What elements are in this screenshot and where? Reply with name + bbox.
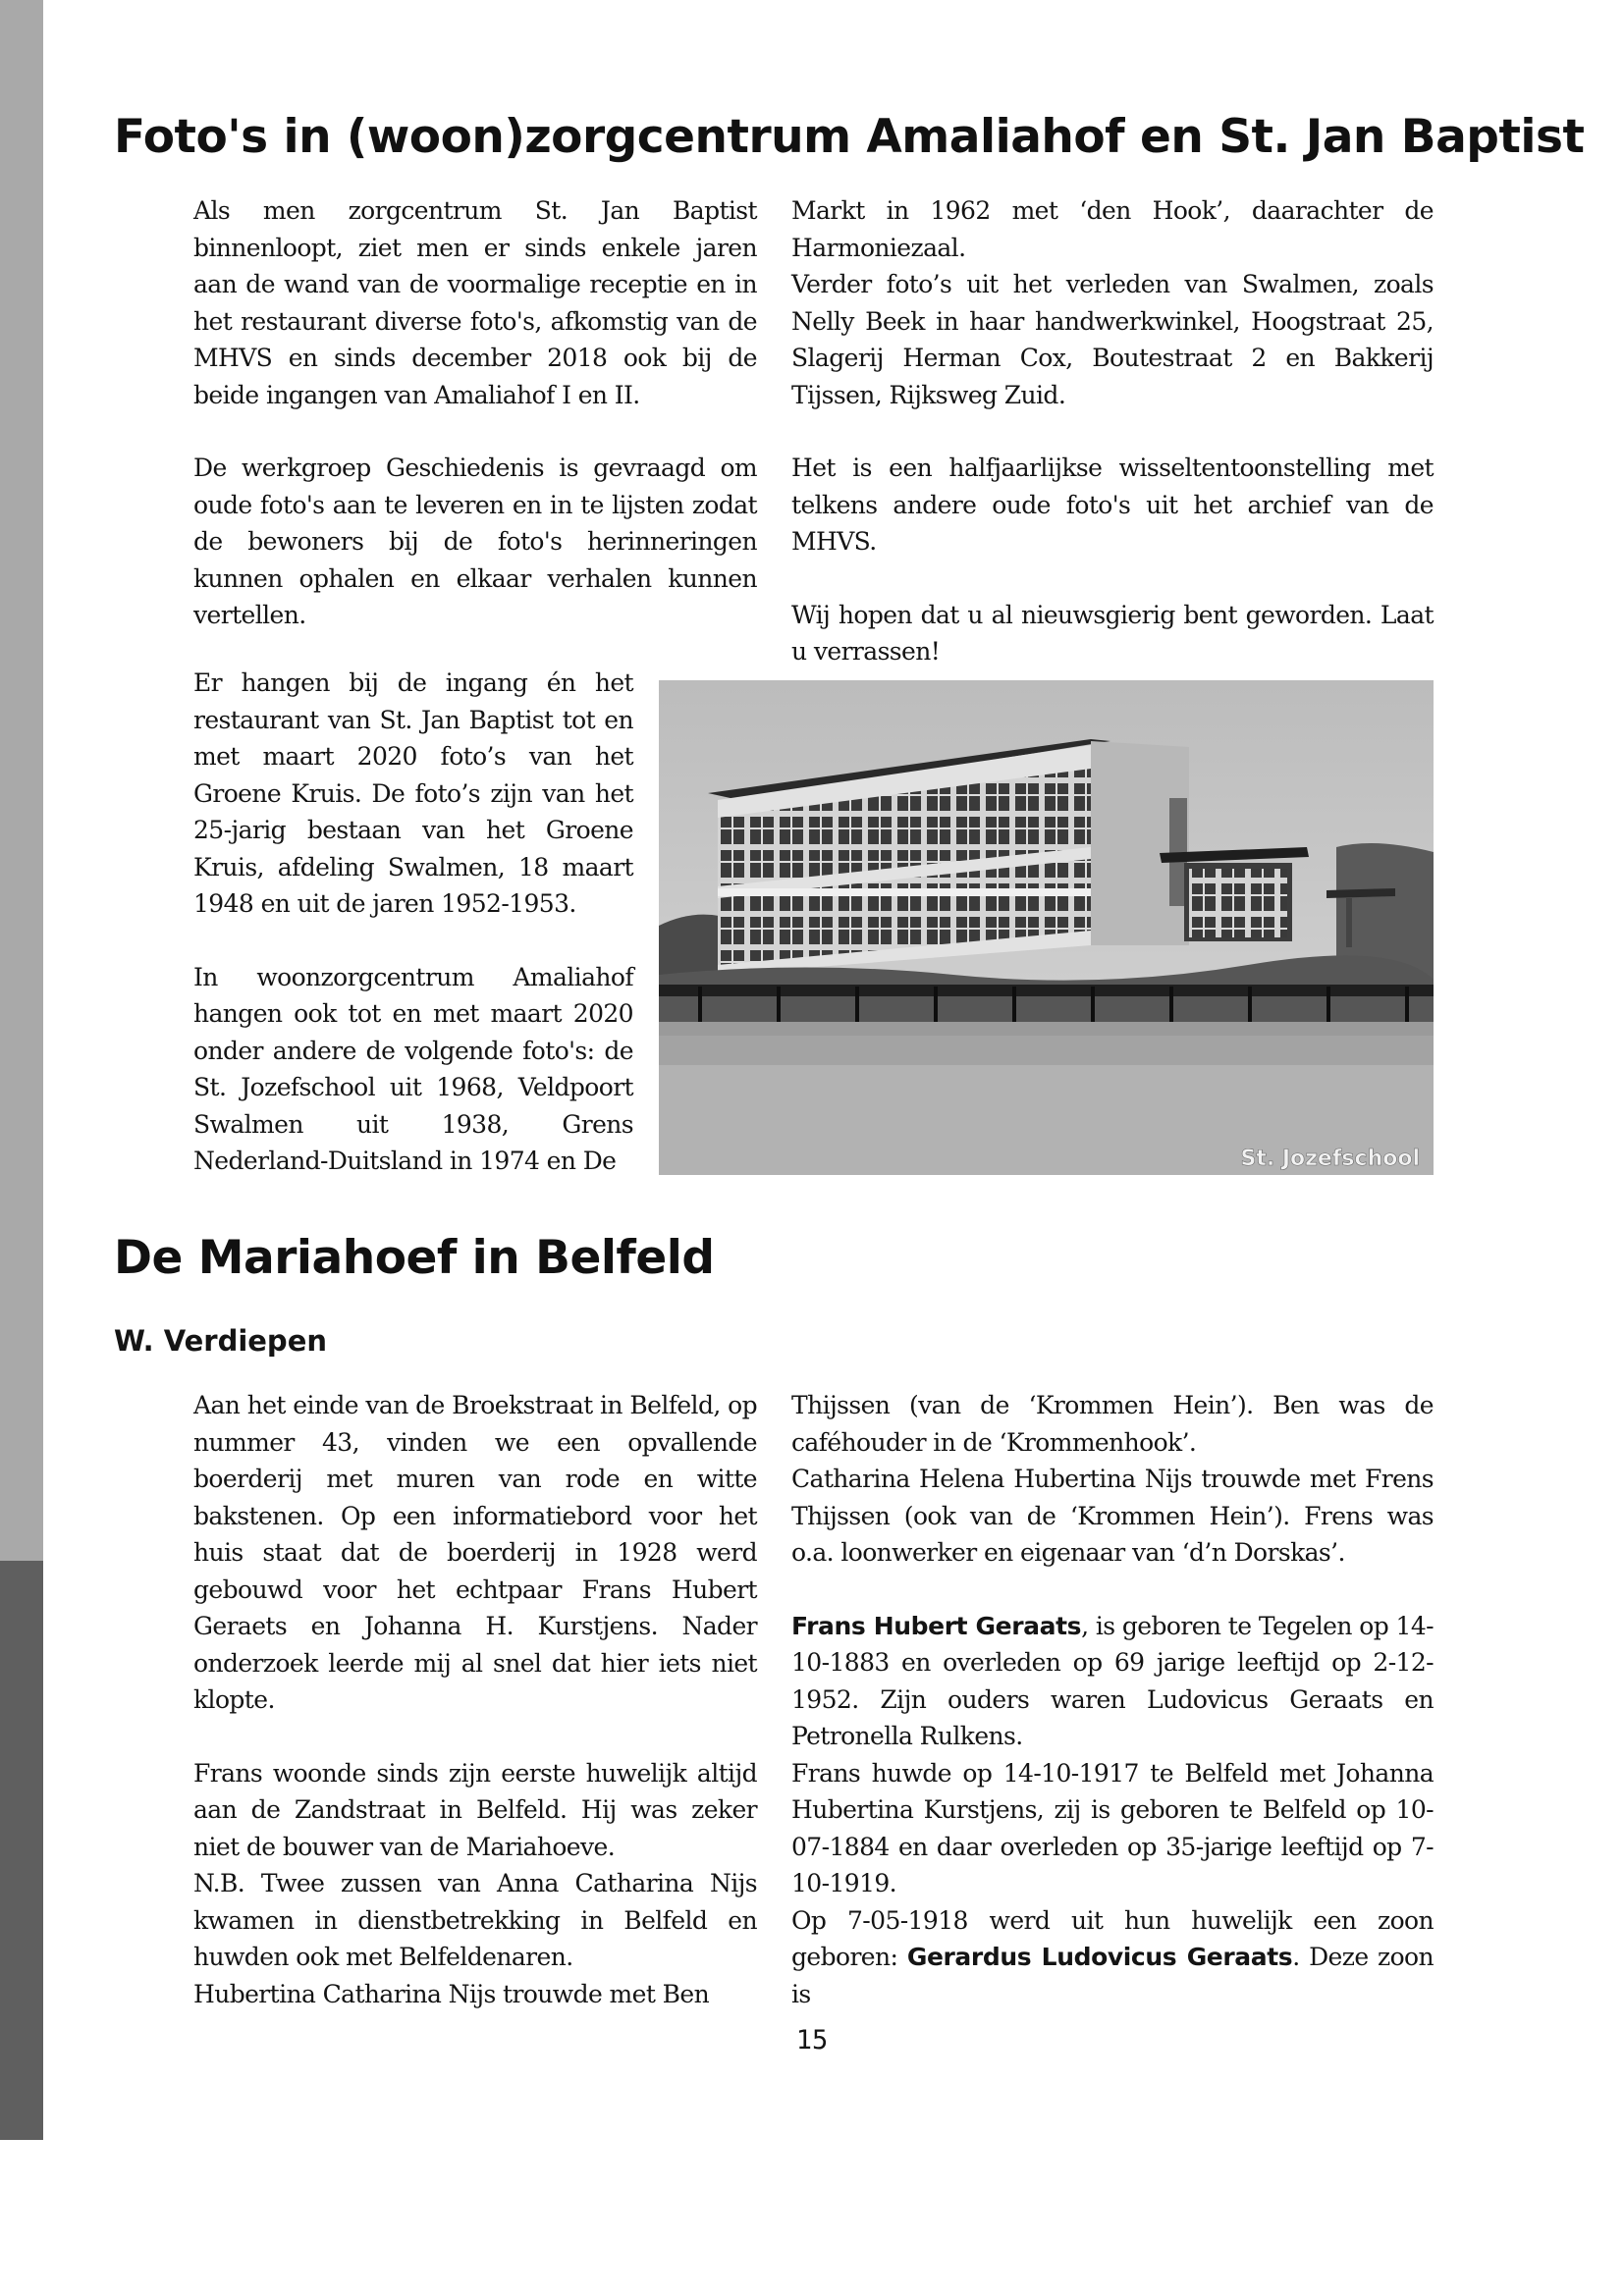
author-byline: W. Verdiepen xyxy=(114,1324,328,1358)
paragraph: Markt in 1962 met ‘den Hook’, daarachter de Harmoniezaal. xyxy=(791,196,1434,262)
section1-title: Foto's in (woon)zorgcentrum Amaliahof en St. Jan Baptist xyxy=(114,110,1585,164)
paragraph: N.B. Twee zussen van Anna Catharina Nijs kwamen in dienstbetrekking in Belfeld en huwden ook met Belfeldenaren. xyxy=(193,1869,757,1971)
section2-right-column xyxy=(791,1387,1434,2012)
section2-title: De Mariahoef in Belfeld xyxy=(114,1231,715,1285)
paragraph-text: , is geboren te Tegelen op 14-10-1883 en overleden op 69 jarige leeftijd op 2-12-1952. Zijn ouders waren Ludovicus Geraats en Petronella Rulkens. xyxy=(791,1611,1434,1750)
paragraph: Frans huwde op 14-10-1917 te Belfeld met Johanna Hubertina Kurstjens, zij is geboren te Belfeld op 10-07-1884 en daar overleden op 35-jarige leeftijd op 7-10-1919. xyxy=(791,1758,1434,1897)
paragraph: Hubertina Catharina Nijs trouwde met Ben xyxy=(193,1979,710,2008)
paragraph: De werkgroep Geschiedenis is gevraagd om oude foto's aan te leveren en in te lijsten zodat de bewoners bij de foto's herinneringen kunnen ophalen en elkaar verhalen kunnen vertellen. xyxy=(193,454,757,629)
paragraph: Frans woonde sinds zijn eerste huwelijk altijd aan de Zandstraat in Belfeld. Hij was zeker niet de bouwer van de Mariahoeve. xyxy=(193,1758,757,1861)
paragraph: Catharina Helena Hubertina Nijs trouwde met Frens Thijssen (ook van de ‘Krommen Hein’). Frens was o.a. loonwerker en eigenaar van ‘d’n Dorskas’. xyxy=(791,1465,1434,1567)
paragraph: Verder foto’s uit het verleden van Swalmen, zoals Nelly Beek in haar handwerkwinkel, Hoogstraat 25, Slagerij Herman Cox, Boutestraat 2 en Bakkerij Tijssen, Rijksweg Zuid. xyxy=(791,270,1434,409)
person-name-bold: Frans Hubert Geraats xyxy=(791,1611,1082,1640)
paragraph: In woonzorgcentrum Amaliahof hangen ook tot en met maart 2020 onder andere de volgende foto's: de St. Jozefschool uit 1968, Veldpoort Swalmen uit 1938, Grens Nederland-Duitsland in 1974 en De xyxy=(193,962,633,1175)
section1-right-column xyxy=(791,192,1434,670)
person-name-bold: Gerardus Ludovicus Geraats xyxy=(906,1943,1293,1971)
paragraph: Er hangen bij de ingang én het restaurant van St. Jan Baptist tot en met maart 2020 foto’s van het Groene Kruis. De foto’s zijn van het 25-jarig bestaan van het Groene Kruis, afdeling Swalmen, 18 maart 1948 en uit de jaren 1952-1953. xyxy=(193,668,633,918)
school-photo xyxy=(659,680,1434,1175)
photo-caption: St. Jozefschool xyxy=(1240,1147,1420,1171)
paragraph-text: . Deze zoon is xyxy=(791,1943,1434,2008)
paragraph: Thijssen (van de ‘Krommen Hein’). Ben was de caféhouder in de ‘Krommenhook’. xyxy=(791,1391,1434,1457)
paragraph xyxy=(791,1608,1434,1755)
section2-left-column xyxy=(193,1387,757,2012)
page-number: 15 xyxy=(795,2025,829,2056)
paragraph: Aan het einde van de Broekstraat in Belfeld, op nummer 43, vinden we een opvallende boerderij met muren van rode en witte bakstenen. Op een informatiebord voor het huis staat dat de boerderij in 1928 werd gebouwd voor het echtpaar Frans Hubert Geraets en Johanna H. Kurstjens. Nader onderzoek leerde mij al snel dat hier iets niet klopte. xyxy=(193,1391,757,1714)
paragraph: Het is een halfjaarlijkse wisseltentoonstelling met telkens andere oude foto's uit het archief van de MHVS. xyxy=(791,454,1434,556)
section1-left-column xyxy=(193,192,757,634)
section1-narrow-column xyxy=(193,665,633,1180)
paragraph: Wij hopen dat u al nieuwsgierig bent geworden. Laat u verrassen! xyxy=(791,600,1434,666)
paragraph xyxy=(791,1902,1434,2013)
paragraph: Als men zorgcentrum St. Jan Baptist binnenloopt, ziet men er sinds enkele jaren aan de wand van de voormalige receptie en in het restaurant diverse foto's, afkomstig van de MHVS en sinds december 2018 ook bij de beide ingangen van Amaliahof I en II. xyxy=(193,196,757,409)
paragraph-text: Op 7-05-1918 werd uit hun huwelijk een zoon geboren: xyxy=(791,1905,1434,1971)
